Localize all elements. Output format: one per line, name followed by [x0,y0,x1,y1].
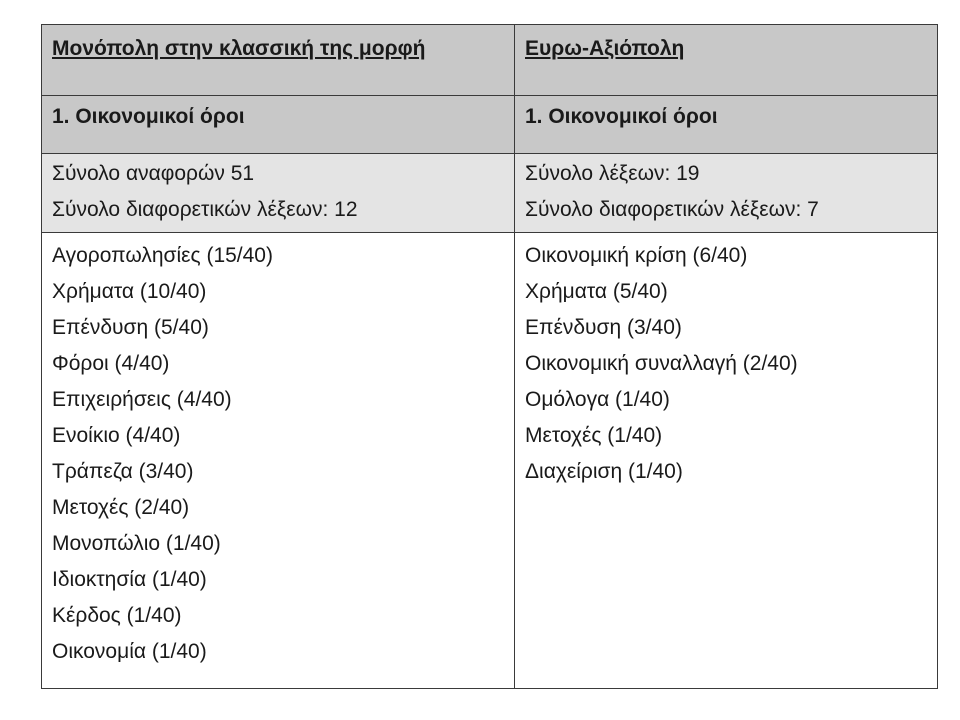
header-right-text: Ευρω-Αξιόπολη [525,37,685,60]
terms-row [42,233,938,689]
section-right-text: 1. Οικονομικοί όροι [525,105,718,128]
summary-cell-left [42,154,515,233]
header-cell-right [515,25,938,96]
term-item-left: Τράπεζα (3/40) [52,460,194,483]
summary-cell-right [515,154,938,233]
term-item-right: Μετοχές (1/40) [525,424,663,447]
term-item-left: Φόροι (4/40) [52,352,170,375]
term-item-left: Μονοπώλιο (1/40) [52,532,221,555]
term-item-left: Μετοχές (2/40) [52,496,190,519]
header-row [42,25,938,96]
term-item-right: Οικονομική κρίση (6/40) [525,244,748,267]
term-item-left: Επένδυση (5/40) [52,316,209,339]
term-item-right: Διαχείριση (1/40) [525,460,683,483]
section-left-text: 1. Οικονομικοί όροι [52,105,245,128]
term-item-left: Χρήματα (10/40) [52,280,207,303]
comparison-table [41,24,938,689]
term-item-left: Ενοίκιο (4/40) [52,424,181,447]
section-row [42,96,938,154]
term-item-left: Ιδιοκτησία (1/40) [52,568,207,591]
section-cell-left [42,96,515,154]
summary-right-line: Σύνολο διαφορετικών λέξεων: 7 [525,198,819,221]
term-item-left: Οικονομία (1/40) [52,640,207,663]
summary-left-line: Σύνολο διαφορετικών λέξεων: 12 [52,198,358,221]
summary-row [42,154,938,233]
term-item-left: Κέρδος (1/40) [52,604,182,627]
header-cell-left [42,25,515,96]
terms-cell-left [42,233,515,689]
term-item-right: Επένδυση (3/40) [525,316,682,339]
term-item-left: Αγοροπωλησίες (15/40) [52,244,273,267]
summary-left-line: Σύνολο αναφορών 51 [52,162,255,185]
term-item-left: Επιχειρήσεις (4/40) [52,388,232,411]
summary-right-line: Σύνολο λέξεων: 19 [525,162,700,185]
terms-cell-right [515,233,938,689]
header-left-text: Μονόπολη στην κλασσική της μορφή [52,37,426,60]
term-item-right: Χρήματα (5/40) [525,280,668,303]
section-cell-right [515,96,938,154]
term-item-right: Ομόλογα (1/40) [525,388,670,411]
term-item-right: Οικονομική συναλλαγή (2/40) [525,352,798,375]
